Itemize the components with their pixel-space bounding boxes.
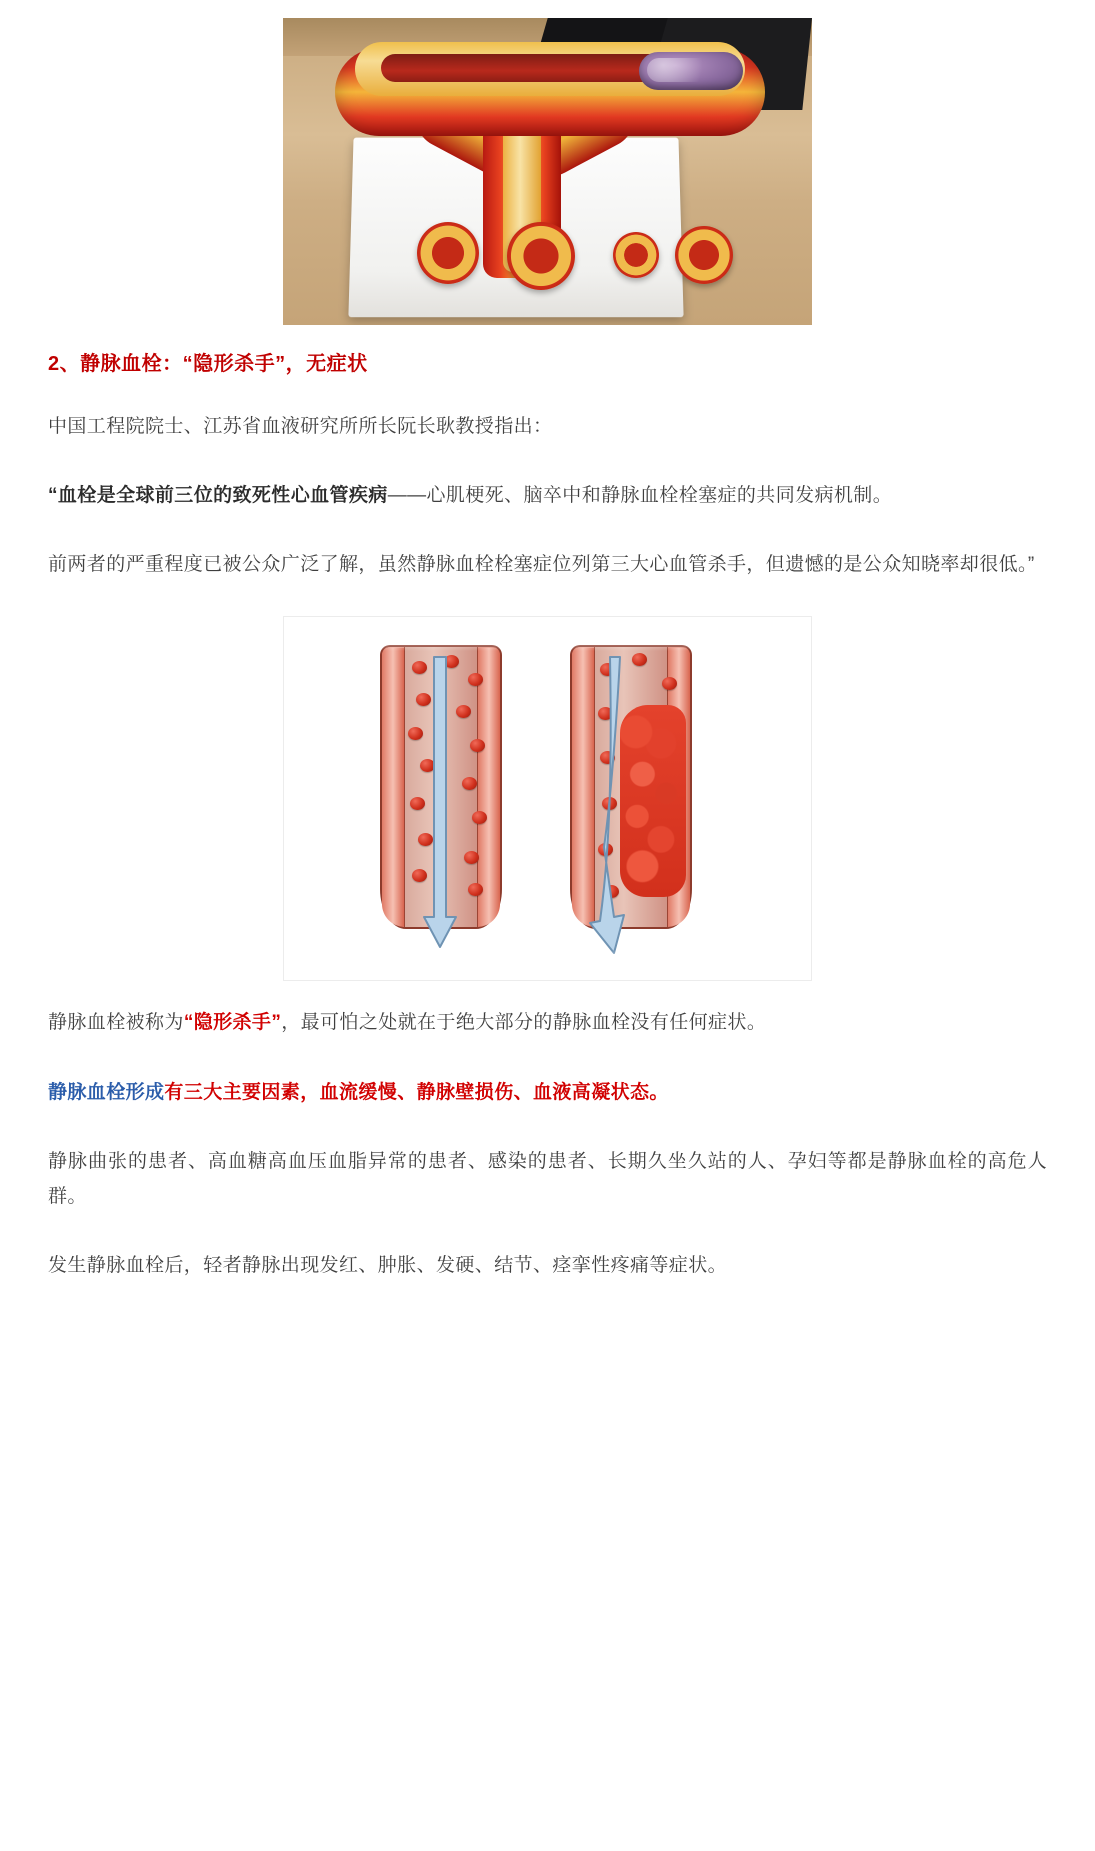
figure-vein-thrombus-diagram	[48, 616, 1047, 981]
paragraph-expert-intro	[48, 409, 1047, 444]
text-run-blue: 静脉血栓形成	[48, 1081, 165, 1103]
vein-model-photo-image	[283, 18, 812, 325]
text-run: 中国工程院院士、江苏省血液研究所所长阮长耿教授指出：	[48, 416, 553, 437]
paragraph-quote-part-1	[48, 478, 1047, 513]
text-run: 静脉血栓被称为	[48, 1012, 184, 1034]
paragraph-high-risk-groups	[48, 1144, 1047, 1214]
vessel-group	[321, 26, 781, 276]
vessel-cross-section-4	[675, 226, 733, 284]
vessel-cross-section-2	[507, 222, 575, 290]
blood-flow-arrows	[284, 617, 812, 981]
flow-arrow-normal	[424, 657, 456, 947]
vein-thrombus-diagram-image	[283, 616, 812, 981]
flow-arrow-obstructed	[590, 657, 624, 953]
text-run-bold: “血栓是全球前三位的致死性心血管疾病	[48, 485, 388, 507]
thrombus-clot	[639, 52, 743, 90]
paragraph-symptoms	[48, 1248, 1047, 1283]
figure-vein-model-photo	[48, 18, 1047, 325]
text-run: 发生静脉血栓后，轻者静脉出现发红、肿胀、发硬、结节、痉挛性疼痛等症状。	[48, 1254, 728, 1276]
vessel-cross-section-3	[613, 232, 659, 278]
text-run: 前两者的严重程度已被公众广泛了解，虽然静脉血栓栓塞症位列第三大心血管杀手，但遗憾的是公众知晓率却很低。”	[48, 554, 1035, 576]
vessel-cross-section-1	[417, 222, 479, 284]
text-run-red: 有三大主要因素，血流缓慢、静脉壁损伤、血液高凝状态。	[164, 1081, 669, 1103]
section-heading: 2、静脉血栓：“隐形杀手”，无症状	[48, 353, 368, 375]
text-run: ——心肌梗死、脑卒中和静脉血栓栓塞症的共同发病机制。	[387, 485, 893, 507]
paragraph-silent-killer	[48, 1005, 1047, 1040]
text-run: 静脉曲张的患者、高血糖高血压血脂异常的患者、感染的患者、长期久坐久站的人、孕妇等都是静脉血栓的高危人群。	[48, 1150, 1047, 1207]
paragraph-three-factors	[48, 1075, 1047, 1110]
text-run-highlight: “隐形杀手”	[183, 1012, 282, 1034]
diagram-canvas	[284, 617, 811, 980]
text-run: ，最可怕之处就在于绝大部分的静脉血栓没有任何症状。	[281, 1012, 767, 1034]
diagram-bottom-fade	[284, 950, 811, 980]
diagram-top-fade	[284, 617, 811, 651]
paragraph-quote-part-2	[48, 547, 1047, 582]
